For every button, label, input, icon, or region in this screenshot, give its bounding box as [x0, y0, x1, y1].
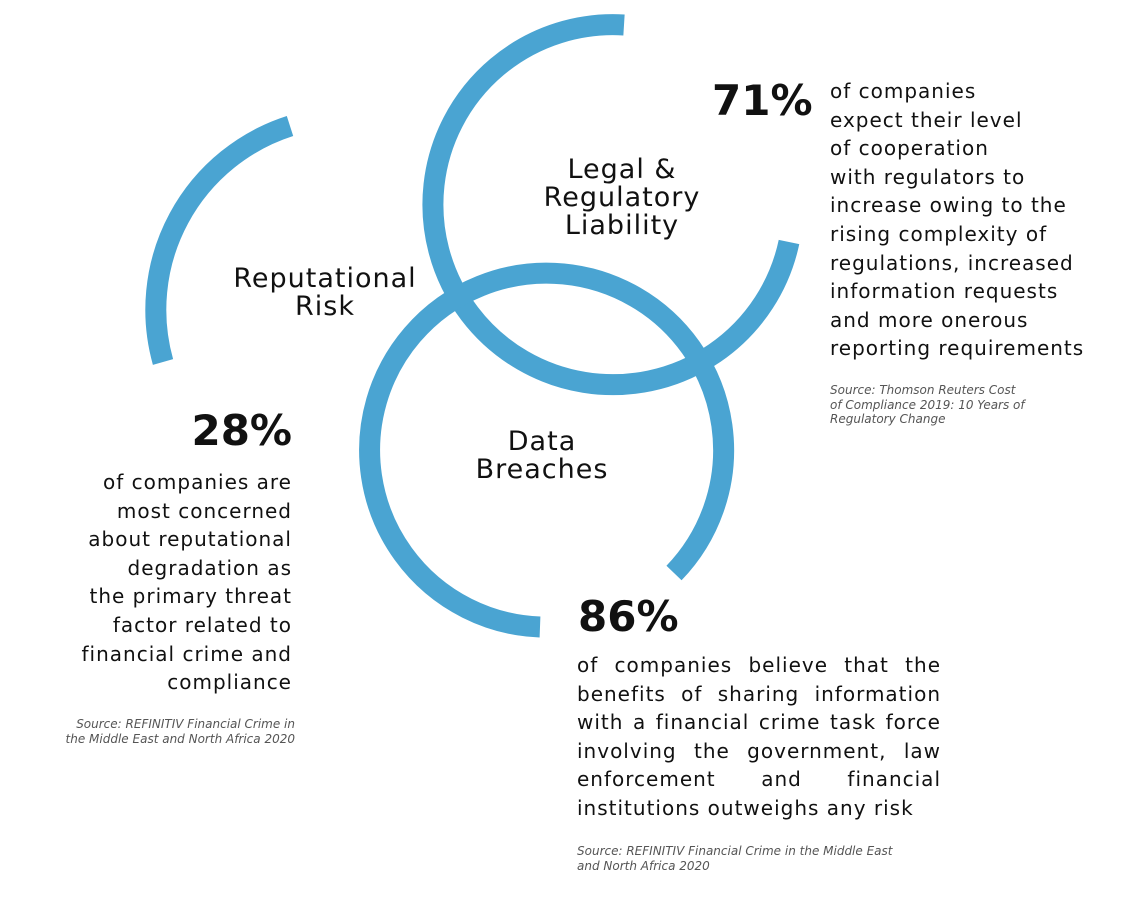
- data-stat-source: Source: REFINITIV Financial Crime in the Middle East and North Africa 2020: [577, 844, 893, 873]
- reputational-risk-label: Reputational Risk: [233, 263, 417, 322]
- reputational-stat-text: of companies are most concerned about reputational degradation as the primary threat factor related to financial crime and compliance: [81, 470, 292, 695]
- data-stat-percent: 86%: [578, 592, 679, 641]
- reputational-stat-percent: 28%: [191, 406, 292, 455]
- data-stat-text: of companies believe that the benefits of sharing information with a financial crime task force involving the government, law enforcement and financial institutions outweighs any risk: [577, 653, 941, 820]
- reputational-stat-source: Source: REFINITIV Financial Crime in the Middle East and North Africa 2020: [65, 717, 295, 746]
- reputational-risk-arc: [156, 126, 290, 362]
- legal-stat-percent: 71%: [712, 76, 813, 125]
- data-breaches-label: Data Breaches: [475, 426, 609, 485]
- legal-regulatory-label: Legal & Regulatory Liability: [543, 154, 701, 241]
- legal-stat-text: of companies expect their level of cooperation with regulators to increase owing to the rising complexity of regulations, increased information requests and more onerous reporting requirements: [830, 79, 1085, 361]
- legal-stat-source: Source: Thomson Reuters Cost of Compliance 2019: 10 Years of Regulatory Change: [830, 383, 1025, 426]
